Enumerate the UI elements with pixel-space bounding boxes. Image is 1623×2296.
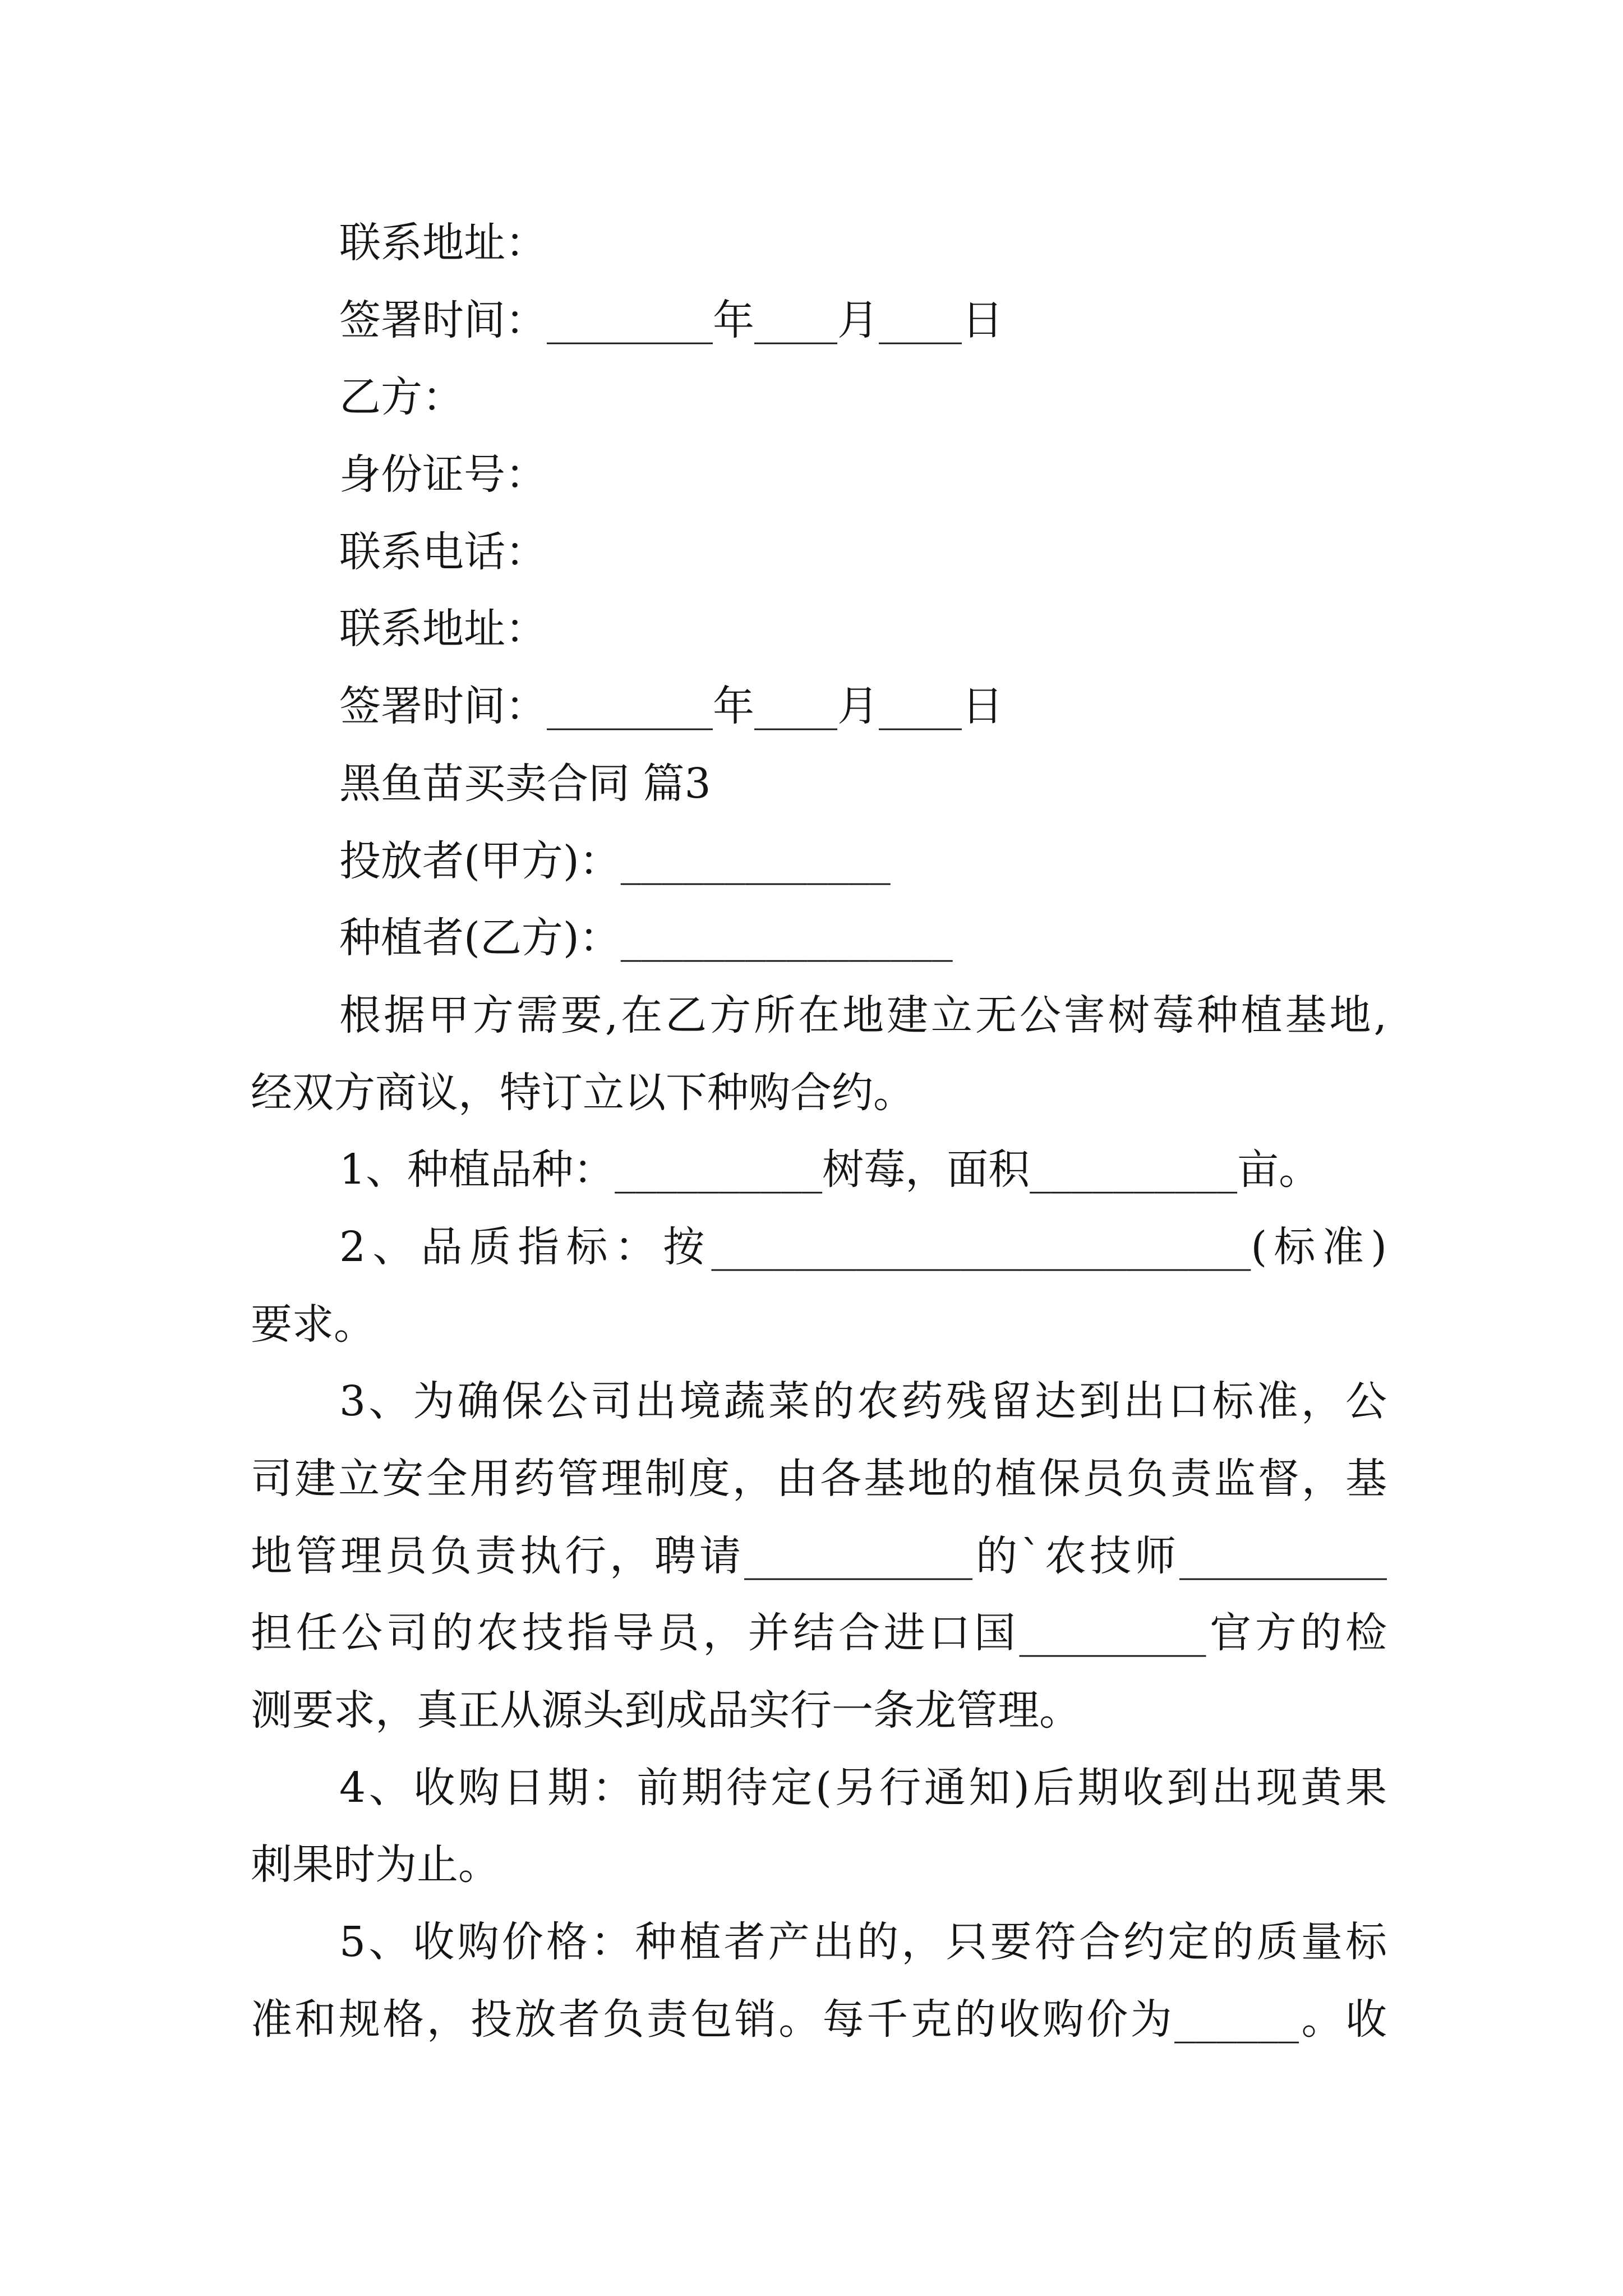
clause-3-pesticide-management <box>251 1363 1387 1749</box>
clause-line: 1、种植品种：__________树莓，面积__________亩。 <box>339 1145 1321 1194</box>
clause-line: 地管理员负责执行，聘请___________的`农技师__________ <box>251 1531 1387 1580</box>
clause-line: 测要求，真正从源头到成品实行一条龙管理。 <box>251 1686 1081 1735</box>
clause-line: 3、为确保公司出境蔬菜的农药残留达到出口标准，公 <box>339 1377 1387 1426</box>
clause-line: 准和规格，投放者负责包销。每千克的收购价为______。收 <box>251 1995 1387 2044</box>
party-b-signing-date: 签署时间：________年____月____日 <box>339 682 1003 731</box>
party-a-signing-date: 签署时间：________年____月____日 <box>339 296 1003 344</box>
clause-line: 4、收购日期：前期待定(另行通知)后期收到出现黄果 <box>339 1763 1387 1812</box>
investor-party-line: 投放者(甲方)：_____________ <box>339 836 891 885</box>
grower-party-line: 种植者(乙方)：________________ <box>339 914 953 963</box>
contract-parties <box>251 823 1387 977</box>
contract-preamble <box>251 977 1387 1131</box>
clause-line: 5、收购价格：种植者产出的，只要符合约定的质量标 <box>339 1918 1387 1967</box>
party-b-phone-label: 联系电话： <box>339 527 547 576</box>
clause-line: 要求。 <box>251 1300 375 1349</box>
clause-4-purchase-date <box>251 1750 1387 1904</box>
clause-line: 2、品质指标：按__________________________(标准) <box>339 1222 1387 1271</box>
preamble-line: 根据甲方需要,在乙方所在地建立无公害树莓种植基地, <box>339 991 1387 1039</box>
clause-5-purchase-price <box>251 1904 1387 2058</box>
clause-2-quality-standard <box>251 1209 1387 1363</box>
party-a-signature-block <box>251 205 1387 359</box>
clause-1-planting-variety <box>251 1131 1387 1209</box>
party-b-title: 乙方： <box>339 373 464 422</box>
preamble-line: 经双方商议，特订立以下种购合约。 <box>251 1068 915 1117</box>
party-b-address-label: 联系地址： <box>339 605 547 654</box>
party-b-id-number-label: 身份证号： <box>339 450 547 499</box>
clause-line: 司建立安全用药管理制度，由各基地的植保员负责监督，基 <box>251 1455 1387 1503</box>
contract-section-title: 黑鱼苗买卖合同 篇3 <box>339 759 711 808</box>
party-b-signature-block <box>251 359 1387 745</box>
contract-text <box>251 205 1387 2059</box>
party-a-address-label: 联系地址： <box>339 219 547 267</box>
clause-line: 担任公司的农技指导员，并结合进口国_________官方的检 <box>251 1609 1387 1658</box>
clause-line: 刺果时为止。 <box>251 1841 500 1889</box>
